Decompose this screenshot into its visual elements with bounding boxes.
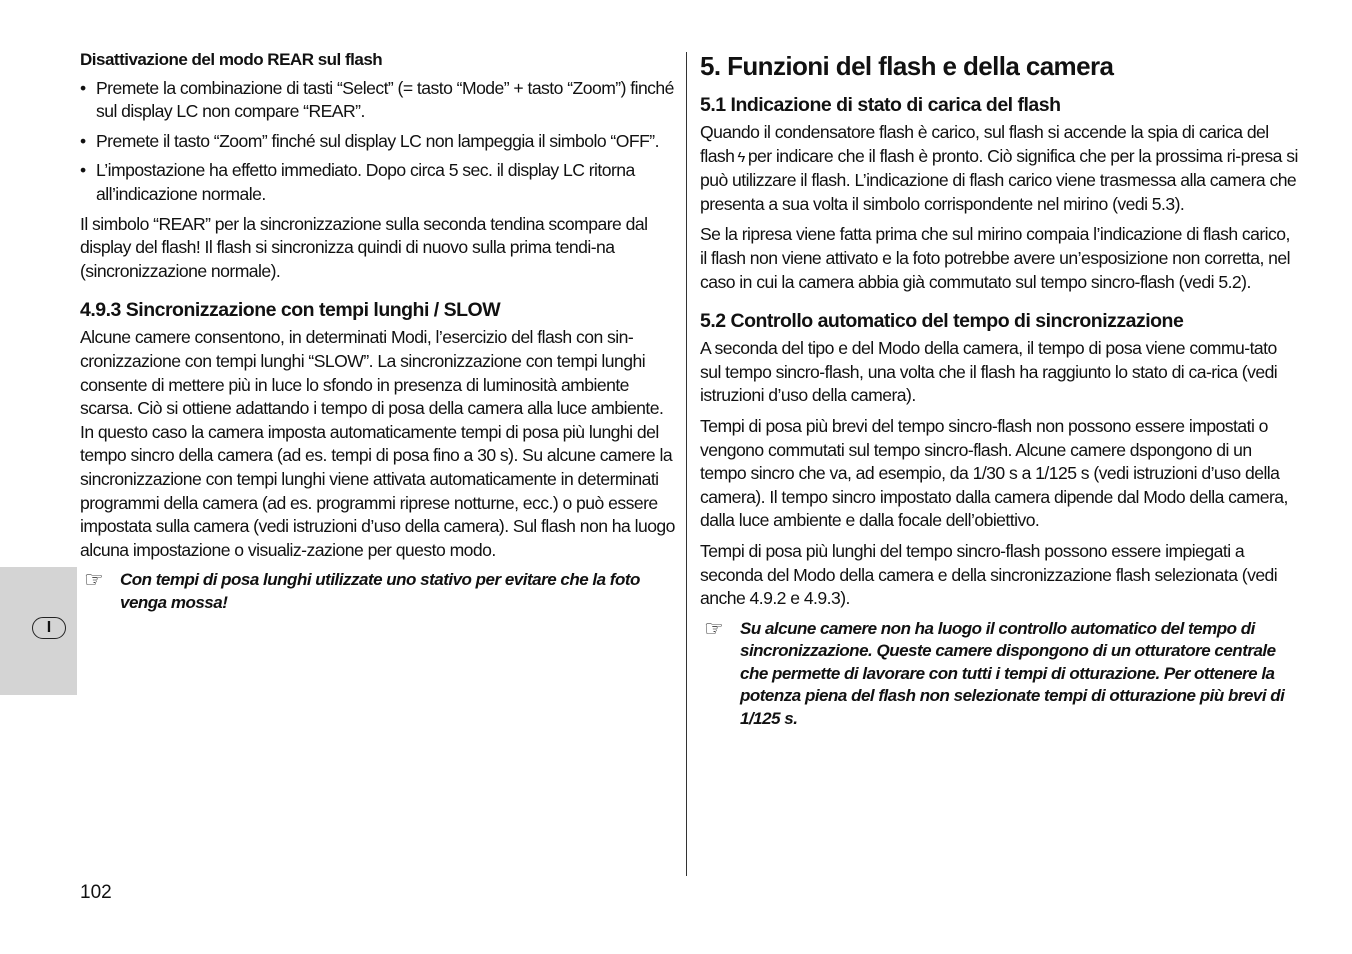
note-text: Su alcune camere non ha luogo il controllo automatico del tempo di sincronizzazione. Queste camere dispongono di un otturatore centrale che permette di lavorare con tutti i tempi di otturazione. Per ottenere la potenza piena del flash non selezionate tempi di otturazione più brevi di 1/125 s.	[740, 618, 1285, 728]
section-5-2-paragraph-3: Tempi di posa più lunghi del tempo sincro-flash possono essere impiegati a seconda del Modo della camera e della sincronizzazione flash selezionata (vedi anche 4.9.2 e 4.9.3).	[700, 540, 1278, 609]
slow-sync-note	[80, 569, 675, 614]
pointing-hand-icon: ☞	[704, 615, 724, 641]
rear-paragraph: Il simbolo “REAR” per la sincronizzazione sulla seconda tendina scompare dal display del flash! Il flash si sincronizza quindi di nuovo sulla prima tendi-na (sincronizzazione normale).	[80, 213, 648, 281]
left-column	[80, 48, 675, 614]
section-5-1-paragraph-1: Quando il condensatore flash è carico, sul flash si accende la spia di carica del flash ϟ per indicare che il flash è pronto. Ciò significa che per la prossima ri-presa si può utilizzare il flash. L’indicazione di flash carico viene trasmessa alla camera che presenta a sua volta il simbolo corrispondente nel mirino (vedi 5.3).	[700, 122, 1298, 214]
page-number: 102	[80, 882, 112, 903]
list-item: • Premete la combinazione di tasti “Select” (= tasto “Mode” + tasto “Zoom”) finché sul display LC non compare “REAR”.	[80, 77, 674, 122]
slow-sync-heading: 4.9.3 Sincronizzazione con tempi lunghi / SLOW	[80, 299, 501, 322]
section-5-1-heading: 5.1 Indicazione di stato di carica del flash	[700, 94, 1061, 116]
rear-deactivation-heading: Disattivazione del modo REAR sul flash	[80, 50, 383, 69]
flash-bolt-icon: ϟ	[737, 148, 745, 166]
list-item: • Premete il tasto “Zoom” finché sul display LC non lampeggia il simbolo “OFF”.	[80, 130, 659, 151]
pointing-hand-icon: ☞	[84, 567, 104, 593]
slow-sync-paragraph: Alcune camere consentono, in determinati Modi, l’esercizio del flash con sin-cronizzazione con tempi lunghi “SLOW”. La sincronizzazione con tempi lunghi consente di mettere più in luce lo sfondo in presenza di luminosità ambiente scarsa. Ciò si ottiene adattando i tempo di posa della camera alla luce ambiente. In questo caso la camera imposta automaticamente tempi di posa più lunghi del tempo sincro della camera (ad es. tempi di posa fino a 30 s). Su alcune camere la sincronizzazione con tempi lunghi viene attivata automaticamente in determinati programmi della camera (ad es. programmi riprese notturne, ecc.) o può essere impostata sulla camera (vedi istruzioni d’uso della camera). Sul flash non ha luogo alcuna impostazione o visualiz-zazione per questo modo.	[80, 327, 675, 560]
rear-steps-list	[80, 77, 675, 207]
section-5-2-paragraph-2: Tempi di posa più brevi del tempo sincro-flash non possono essere impostati o vengono commutati sul tempo sincro-flash. Alcune camere dspongono di un tempo sincro che va, ad esempio, da 1/30 s a 1/125 s (vedi istruzioni d’uso della camera). Il tempo sincro impostato dalla camera dipende dal Modo della camera, dalla luce ambiente e dalla focale dell’obiettivo.	[700, 415, 1288, 531]
section-5-1-paragraph-2: Se la ripresa viene fatta prima che sul mirino compaia l’indicazione di flash carico, il flash non viene attivato e la foto potrebbe avere un’esposizione non corretta, nel caso in cui la camera abbia già commutato sul tempo sincro-flash (vedi 5.2).	[700, 224, 1290, 292]
note-text: Con tempi di posa lunghi utilizzate uno stativo per evitare che la foto venga mossa!	[120, 570, 640, 612]
right-column	[700, 48, 1300, 730]
column-divider	[686, 52, 687, 876]
section-5-2-heading: 5.2 Controllo automatico del tempo di sincronizzazione	[700, 310, 1184, 333]
language-badge: I	[32, 617, 66, 639]
section-5-2-note	[700, 615, 1300, 731]
list-item: • L’impostazione ha effetto immediato. Dopo circa 5 sec. il display LC ritorna all’indicazione normale.	[80, 160, 635, 204]
chapter-title: 5. Funzioni del flash e della camera	[700, 51, 1114, 81]
section-5-2-paragraph-1: A seconda del tipo e del Modo della camera, il tempo di posa viene commu-tato sul tempo sincro-flash, una volta che il flash ha raggiunto lo stato di ca-rica (vedi istruzioni d’uso della camera).	[700, 338, 1278, 406]
